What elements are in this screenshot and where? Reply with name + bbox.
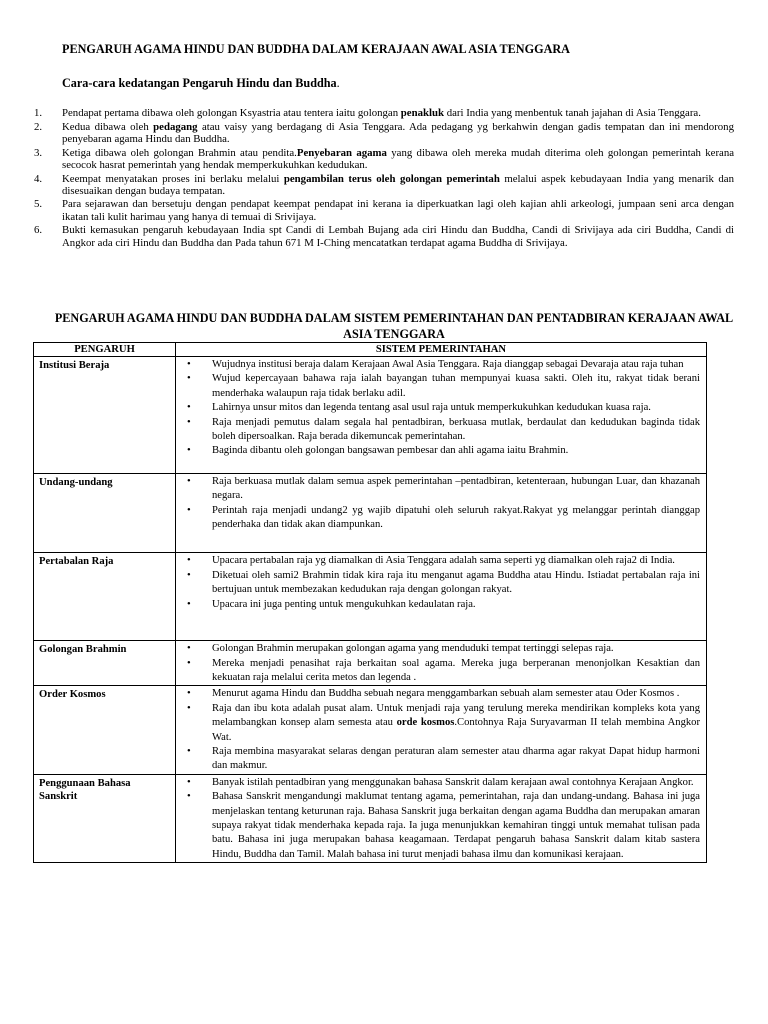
row-content [176,774,707,862]
text-segment: Wujudnya institusi beraja dalam Kerajaan Awal Asia Tenggara. Raja dianggap sebagai Devaraja atau raja tuhan [212,359,684,370]
text-segment: Raja membina masyarakat selaras dengan peraturan alam semester atau dharma agar rakyat Dapat hidup harmoni dan makmur. [212,745,700,772]
table-row [34,357,707,474]
bullet-icon: • [187,745,191,757]
row-content [176,357,707,474]
text-segment: Perintah raja menjadi undang2 yg wajib dipatuhi oleh seluruh rakyat.Rakyat yg melanggar perintah dianggap penderhaka dan tidak akan diampunkan. [212,504,700,531]
item-number: 6. [34,224,43,237]
row-label: Undang-undang [34,473,176,553]
bullet-point [176,554,700,568]
table-header-row [34,343,707,357]
bullet-icon: • [187,373,191,385]
text-segment: Upacara pertabalan raja yg diamalkan di Asia Tenggara adalah sama seperti yg diamalkan oleh raja2 di India. [212,555,675,567]
bullet-point [176,776,700,790]
bullet-icon: • [187,657,191,669]
row-content [176,473,707,553]
bullet-icon: • [187,791,191,803]
bullet-icon: • [187,475,191,487]
text-segment: Menurut agama Hindu dan Buddha sebuah negara menggambarkan sebuah alam semester atau Oder Kosmos . [212,688,680,700]
bullet-list [176,642,700,685]
bullet-icon: • [187,688,191,700]
text-segment: Golongan Brahmin merupakan golongan agama yang menduduki tempat tertinggi selepas raja. [212,643,614,655]
text-segment: Wujud kepercayaan bahawa raja ialah bayangan tuhan mempunyai kuasa sakti. Oleh itu, rakyat tidak berani menderhaka walaupun raja tidak berlaku adil. [212,373,700,399]
bullet-point [176,401,700,415]
text-segment: atau vaisy yang berdagang di Asia Tenggara. Ada pedagang yg berkahwin dengan gadis tempatan dan ini mendorong penyebaran agama Hindu dan Buddha. [62,120,734,145]
text-segment: yang dibawa oleh mereka mudah diterima oleh golongan pemerintah kerana secocok hasrat pemerintah yang hendak memperkukuhkan kedudukan. [62,146,735,171]
bullet-icon: • [187,598,191,610]
bullet-point [176,475,700,504]
bold-term: Penyebaran agama [296,146,387,159]
text-segment: Lahirnya unsur mitos dan legenda tentang asal usul raja untuk memperkukuhkan kedudukan kuasa raja. [212,402,651,414]
text-segment: Bahasa Sanskrit mengandungi maklumat tentang agama, pemerintahan, raja dan undang-undang. Bahasa ini juga menjelaskan tentang keturunan raja. Bahasa Sanskrit juga berkaitan dengan agama Buddha dan merupakan amaran supaya rakyat tidak menderhaka kepada raja. Ia juga menunjukkan kemahiran tinggi untuk memahat tulisan pada batu. Bahasa ini juga merupakan bahasa keagamaan. Terdapat pengaruh bahasa Sanskrit dalam kitab sastera Hindu, Buddha dan Tamil. Malah bahasa ini turut menjadi bahasa ilmu dan komunikasi kerajaan. [212,791,700,860]
item-number: 2. [34,120,43,133]
text-segment: Ketiga dibawa oleh golongan Brahmin atau pendita. [62,146,297,159]
text-segment: Keempat menyatakan proses ini berlaku melalui [62,172,284,185]
intro-item [0,173,734,197]
bullet-list [176,475,700,533]
bullet-icon: • [187,359,191,370]
bullet-point [176,702,700,745]
table-row [34,774,707,862]
bullet-list [176,776,700,862]
row-content [176,686,707,774]
item-number: 1. [34,107,43,119]
header-sistem-pemerintahan: SISTEM PEMERINTAHAN [176,343,707,357]
section-title: PENGARUH AGAMA HINDU DAN BUDDHA DALAM SISTEM PEMERINTAHAN DAN PENTADBIRAN KERAJAAN AWAL ASIA TENGGARA [54,311,734,341]
bullet-point [176,444,700,458]
row-label: Penggunaan Bahasa Sanskrit [34,774,176,862]
bullet-point [176,642,700,656]
table-body [34,357,707,863]
bullet-list [176,554,700,612]
bullet-point [176,504,700,533]
header-pengaruh: PENGARUH [34,343,176,357]
item-number: 5. [34,198,43,211]
bullet-point [176,657,700,686]
bullet-point [176,745,700,774]
text-segment: Para sejarawan dan bersetuju dengan pendapat keempat pendapat ini kerana ia diperkuatkan lagi oleh kajian ahli arkeologi, jumpaan seni arca dengan ikatan tali kulit harimau yang hanya di temuai di Srivijaya. [62,198,734,223]
text-segment: Upacara ini juga penting untuk mengukuhkan kedaulatan raja. [212,598,476,610]
row-content [176,641,707,686]
bullet-icon: • [187,402,191,414]
bullet-icon: • [187,555,191,567]
text-segment: Pendapat pertama dibawa oleh golongan Ksyastria atau tentera iaitu golongan [62,107,401,119]
text-segment: .Contohnya Raja Suryavarman II telah membina Angkor Wat. [212,717,700,743]
text-segment: Raja berkuasa mutlak dalam semua aspek pemerintahan –pentadbiran, ketenteraan, hubungan Luar, dan khazanah negara. [212,475,700,502]
table-row [34,686,707,774]
row-label: Pertabalan Raja [34,553,176,641]
row-label: Golongan Brahmin [34,641,176,686]
text-segment: Kedua dibawa oleh [62,120,154,133]
text-segment: dari India yang menbentuk tanah jajahan di Asia Tenggara. [444,107,701,119]
bullet-icon: • [187,445,191,457]
document-subtitle [62,76,340,91]
intro-item [0,107,734,119]
bullet-icon: • [187,643,191,655]
row-label: Order Kosmos [34,686,176,774]
text-segment: Raja dan ibu kota adalah pusat alam. Untuk menjadi raja yang terulung mereka mendirikan kompleks kota yang melambangkan konsep alam semesta atau [212,702,700,729]
row-label: Institusi Beraja [34,357,176,474]
subtitle-text: Cara-cara kedatangan Pengaruh Hindu dan Buddha [62,76,337,90]
bullet-icon: • [187,702,191,714]
text-segment: Diketuai oleh sami2 Brahmin tidak kira raja itu menganut agama Buddha atau Hindu. Istiadat pertabalan raja ini bertujuan untuk membezakan kedudukan raja dengan golongan rakyat. [212,569,700,596]
bold-term: penakluk [400,107,445,119]
text-segment: Mereka menjadi penasihat raja berkaitan soal agama. Mereka juga berperanan menonjolkan Kesaktian dan kekuatan raja melalui cerita metos dan legenda . [212,657,700,683]
bullet-list [176,358,700,459]
intro-item [0,121,734,145]
subtitle-period: . [336,76,340,90]
text-segment: Raja menjadi pemutus dalam segala hal pentadbiran, berkuasa mutlak, berdaulat dan kedudukan baginda tidak boleh dipersoalkan. Raja berada dikemuncak pemerintahan. [212,416,700,443]
intro-item [0,224,734,248]
item-number: 4. [34,172,43,185]
bullet-list [176,687,700,773]
bullet-icon: • [187,504,191,516]
bullet-point [176,687,700,701]
bullet-point [176,569,700,598]
intro-item [0,147,734,171]
row-content [176,553,707,641]
bold-term: pedagang [153,120,198,133]
bullet-point [176,790,700,862]
text-segment: Baginda dibantu oleh golongan bangsawan pembesar dan ahli agama iaitu Brahmin. [212,445,569,457]
text-segment: melalui aspek kebudayaan India yang menarik dan disesuaikan dengan budaya tempatan. [62,172,734,197]
table-row [34,473,707,553]
table-row [34,553,707,641]
item-number: 3. [34,146,43,159]
bullet-point [176,358,700,372]
text-segment: Banyak istilah pentadbiran yang menggunakan bahasa Sanskrit dalam kerajaan awal contohnya Kerajaan Angkor. [212,776,694,788]
influence-table [33,342,707,863]
bullet-icon: • [187,416,191,428]
text-segment: Bukti kemasukan pengaruh kebudayaan India spt Candi di Lembah Bujang ada ciri Hindu dan Buddha, Candi di Srivijaya ada ciri Buddha, Candi di Angkor ada ciri Hindu dan Buddha dan Pada tahun 671 M I-Ching mencatatkan terdapat agama Buddha di Srivijaya. [62,224,734,249]
document-title: PENGARUH AGAMA HINDU DAN BUDDHA DALAM KERAJAAN AWAL ASIA TENGGARA [62,42,570,56]
bullet-point [176,372,700,401]
bullet-point [176,598,700,612]
bullet-icon: • [187,776,191,788]
intro-list [0,107,734,250]
bullet-point [176,416,700,445]
bold-term: pengambilan terus oleh golongan pemerintah [283,172,500,185]
table-row [34,641,707,686]
bullet-icon: • [187,569,191,581]
bold-term: orde kosmos [396,717,455,729]
intro-item [0,198,734,222]
